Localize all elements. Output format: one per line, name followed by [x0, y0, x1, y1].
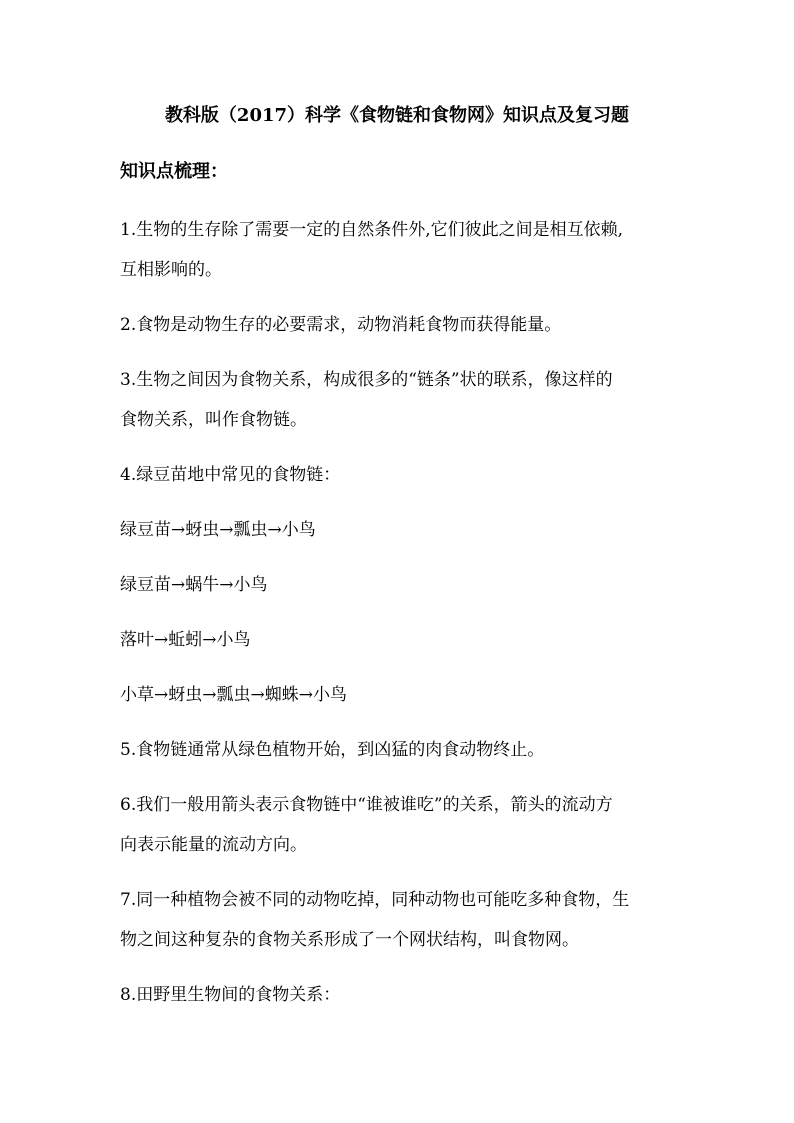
point-1-line-2: 互相影响的。 [120, 260, 222, 280]
point-1-line-1: 1.生物的生存除了需要一定的自然条件外,它们彼此之间是相互依赖, [120, 220, 624, 240]
point-3-line-1: 3.生物之间因为食物关系，构成很多的“链条”状的联系，像这样的 [120, 370, 613, 390]
point-2-line: 2.食物是动物生存的必要需求，动物消耗食物而获得能量。 [120, 315, 562, 335]
point-3-line-2: 食物关系，叫作食物链。 [120, 410, 307, 430]
section-heading: 知识点梳理： [120, 161, 228, 182]
point-8-line: 8.田野里生物间的食物关系： [120, 985, 341, 1005]
point-6-line-1: 6.我们一般用箭头表示食物链中“谁被谁吃”的关系，箭头的流动方 [120, 795, 613, 815]
point-6-line-2: 向表示能量的流动方向。 [120, 835, 307, 855]
food-chain-2: 绿豆苗→蜗牛→小鸟 [120, 575, 268, 595]
point-7-line-2: 物之间这种复杂的食物关系形成了一个网状结构，叫食物网。 [120, 930, 579, 950]
point-5-line: 5.食物链通常从绿色植物开始，到凶猛的肉食动物终止。 [120, 740, 545, 760]
document-title: 教科版（2017）科学《食物链和食物网》知识点及复习题 [164, 105, 630, 126]
food-chain-4: 小草→蚜虫→瓢虫→蜘蛛→小鸟 [120, 685, 347, 705]
food-chain-3: 落叶→蚯蚓→小鸟 [120, 630, 251, 650]
food-chain-1: 绿豆苗→蚜虫→瓢虫→小鸟 [120, 520, 316, 540]
point-7-line-1: 7.同一种植物会被不同的动物吃掉，同种动物也可能吃多种食物，生 [120, 890, 630, 910]
point-4-line: 4.绿豆苗地中常见的食物链： [120, 465, 341, 485]
